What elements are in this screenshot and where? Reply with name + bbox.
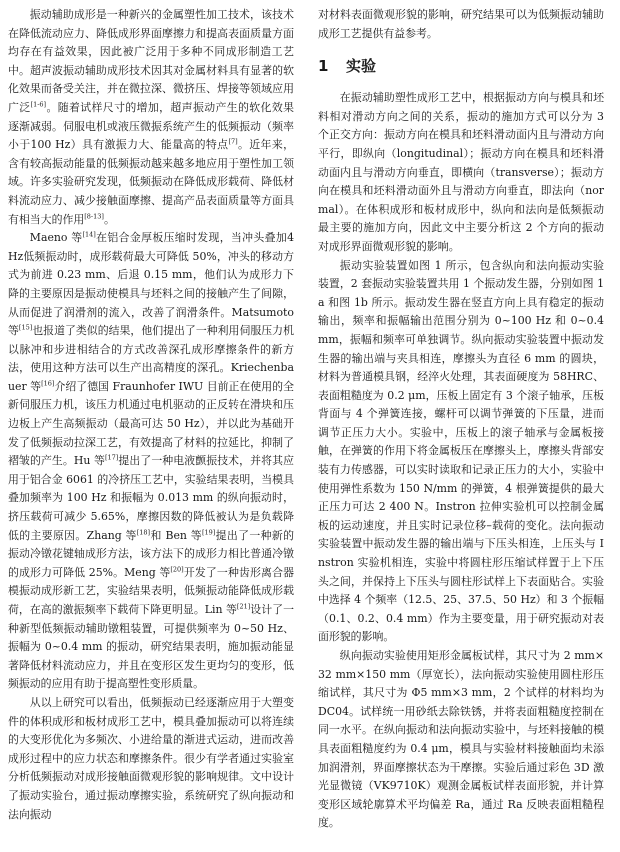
section-title: 实验 bbox=[346, 57, 377, 76]
section-heading bbox=[318, 55, 604, 77]
left-column bbox=[8, 6, 294, 824]
intro-paragraph-1: 振动辅助成形是一种新兴的金属塑性加工技术，该技术在降低流动应力、降低成形界面摩擦力和提高表面质量方面均存在有益效果，因此被广泛用于多种不同成形制造工艺中。超声波振动辅助成形技术因其对金属材料具有显著的软化效果而备受关注，并在微拉深、微挤压、焊接等领域应用广泛[1-6]。随着试样尺寸的增加，超声振动产生的软化效果逐渐减弱。伺服电机或液压微振系统产生的低频振动（频率小于100 Hz）具有激振力大、能量高的特点[7]。近年来，含有较高振动能量的低频振动越来越多地应用于塑性加工领域。许多实验研究发现，低频振动在降低成形载荷、降低材料流动应力、减少接触面摩擦、提高产品表面质量等方面具有相当大的作用[8-13]。 bbox=[8, 8, 294, 226]
experiment-paragraph-1: 在振动辅助塑性成形工艺中，根据振动方向与模具和坯料相对滑动方向之间的关系，振动的施加方式可以分为 3 个正交方向：振动方向在模具和坯料滑动面内且与滑动方向平行，即纵向（longitudinal）；振动方向在模具和坯料滑动面内且与滑动方向垂直，即横向（transverse）；振动方向在模具和坯料滑动面外且与滑动方向垂直，即法向（normal）。在体积成形和板材成形中，纵向和法向是低频振动最主要的施加方向，因此文中主要分析这 2 个方向的振动对成形界面微观形貌的影响。 bbox=[318, 91, 604, 253]
section-number: 1 bbox=[318, 57, 329, 76]
intro-paragraph-2: Maeno 等[14]在铝合金厚板压缩时发现，当冲头叠加4 Hz低频振动时，成形载荷最大可降低 50%，冲头的移动方式为前进 0.23 mm、后退 0.15 mm，他们认为成形力下降的主要原因是振动使模具与坯料之间的接触产生了间隙，从而促进了润滑剂的流入，改善了润滑条件。Matsumoto 等[15]也报道了类似的结果，他们提出了一种利用伺服压力机以脉冲和步进相结合的方式改善深孔成形摩擦条件的新方法，使用这种方法可以生产出高精度的深孔。Kriechenbauer 等[16]介绍了德国 Fraunhofer IWU 目前正在使用的全新伺服压力机，该压力机通过电机驱动的正反转在滑块和压边板上产生高频振动（最高可达 50 Hz），并以此为基础开发了低频振动拉深工艺，有效提高了材料的拉延比，抑制了褶皱的产生。Hu 等[17]提出了一种电液颤振技术，并将其应用于铝合金 6061 的冷挤压工艺中，实验结果表明，当模具叠加频率为 100 Hz 和振幅为 0.013 mm 的纵向振动时，挤压载荷可减少 5.65%，摩擦因数的降低被认为是负载降低的主要原因。Zhang 等[18]和 Ben 等[19]提出了一种新的振动冷镦花键轴成形方法，该方法下的成形力相比普通冷镦的成形力可降低 25%。Meng 等[20]开发了一种齿形离合器模振动成形新工艺，实验结果表明，低频振动能降低成形载荷，在高的激振频率下载荷下降更明显。Lin 等[21]设计了一种新型低频振动辅助镦粗装置，可提供频率为 0~50 Hz、振幅为 0~0.4 mm 的振动，研究结果表明，施加振动能显著降低材料流动应力，并且在变形区发生更均匀的变形，低频振动的应用有助于提高塑性变形质量。 bbox=[8, 230, 295, 691]
intro-paragraph-3: 从以上研究可以看出，低频振动已经逐渐应用于大塑变件的体积成形和板材成形工艺中，模具叠加振动可以将连续的大变形优化为多频次、小进给量的渐进式运动，进而改善成形过程中的应力状态和摩擦条件。很少有学者通过实验室分析低频振动对成形接触面微观形貌的影响规律。文中设计了振动实验台，通过振动摩擦实验，系统研究了纵向振动和法向振动 bbox=[8, 695, 294, 821]
experiment-paragraph-3: 纵向振动实验使用矩形金属板试样，其尺寸为 2 mm×32 mm×150 mm（厚宽长），法向振动实验使用圆柱形压缩试样，其尺寸为 Φ5 mm×3 mm，2 个试样的材料均为 DC04。试样统一用砂纸去除铁锈，并将表面粗糙度控制在同一水平。在纵向振动和法向振动实验中，与坯料接触的模具表面粗糙度约为 0.4 μm，模具与实验材料接触面均未添加润滑剂，界面摩擦状态为干摩擦。实验后通过彩色 3D 激光显微镜（VK9710K）观测金属板试样表面形貌，并计算变形区域轮廓算术平均偏差 Ra，通过 Ra 反映表面粗糙程度。 bbox=[318, 649, 604, 830]
right-column bbox=[318, 6, 604, 833]
experiment-paragraph-2: 振动实验装置如图 1 所示，包含纵向和法向振动实验装置，2 套振动实验装置共用 1 个振动发生器，分别如图 1a 和图 1b 所示。振动发生器在竖直方向上具有稳定的振动输出，频率和振幅输出范围分别为 0~100 Hz 和 0~0.4 mm，振幅和频率可单独调节。纵向振动实验装置中振动发生器的输出端与夹具相连，摩擦头为直径 6 mm 的圆块，材料为普通模具钢，经淬火处理，其表面硬度为 58HRC、表面粗糙度为 0.2 μm，压板上固定有 3 个滚子轴承，压板背面与 4 个弹簧连接，螺杆可以调节弹簧的下压量，进而调节正压力大小。实验中，压板上的滚子轴承与金属板接触，在弹簧的作用下将金属板压在摩擦头上，摩擦头背部安装有力传感器，可以实时读取和记录正压力的大小，实验中使用弹性系数为 150 N/mm 的弹簧，4 根弹簧提供的最大正压力可达 2 400 N。Instron 拉伸实验机可以控制金属板的运动速度，并且实时记录位移–载荷的变化。法向振动实验装置中振动发生器的输出端与下压头相连，上压头与 Instron 实验机相连，实验中将圆柱形压缩试样置于上下压头之间，并保持上下压头与圆柱形试样上下表面贴合。实验中选择 4 个频率（12.5、25、37.5、50 Hz）和 3 个振幅（0.1、0.2、0.4 mm）作为主要变量，用于研究振动对表面形貌的影响。 bbox=[318, 258, 604, 644]
intro-paragraph-continuation: 对材料表面微观形貌的影响，研究结果可以为低频振动辅助成形工艺提供有益参考。 bbox=[318, 8, 604, 40]
